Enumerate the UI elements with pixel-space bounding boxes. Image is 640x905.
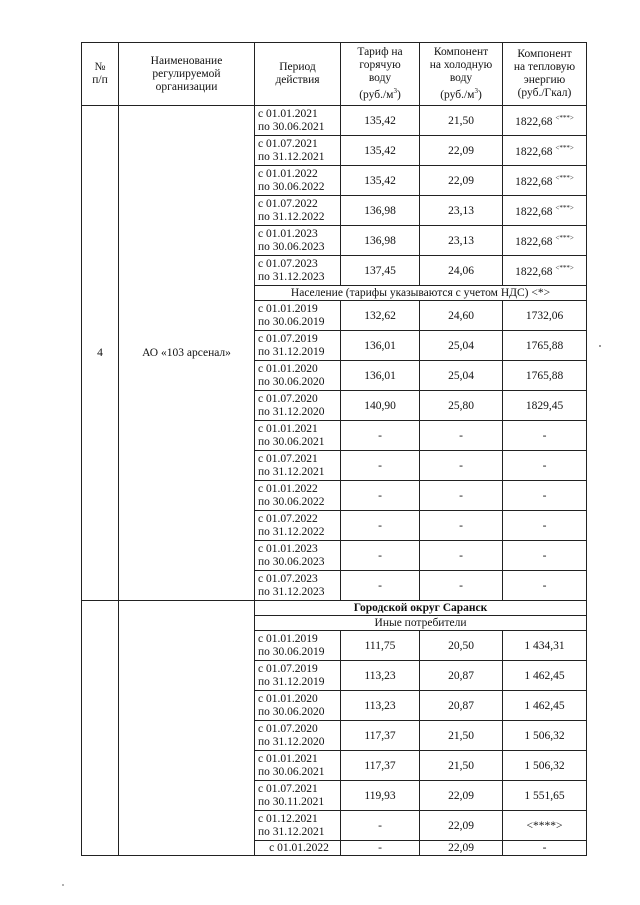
period-cell	[255, 481, 341, 511]
period-cell	[255, 226, 341, 256]
cold-water-value: -	[420, 451, 503, 481]
cold-water-value: 22,09	[420, 781, 503, 811]
hot-water-value: 136,98	[341, 226, 420, 256]
heat-value: -	[542, 842, 547, 854]
cold-water-value: 23,13	[420, 196, 503, 226]
heat-value: 1 551,65	[524, 789, 565, 802]
heat-energy-value	[503, 631, 587, 661]
hot-water-value: 132,62	[341, 301, 420, 331]
heat-value: -	[542, 459, 547, 472]
heat-energy-value	[503, 421, 587, 451]
period-cell	[255, 691, 341, 721]
heat-value: 1822,68	[515, 265, 553, 278]
period-cell	[255, 361, 341, 391]
period-from: с 01.01.2020	[258, 362, 318, 375]
period-cell	[255, 421, 341, 451]
period-cell	[255, 301, 341, 331]
other-consumers-label: Иные потребители	[255, 616, 587, 631]
period-from: с 01.01.2020	[258, 692, 318, 705]
period-from: с 01.01.2021	[258, 422, 318, 435]
heat-value: <****>	[526, 819, 563, 832]
footnote-mark: <***>	[555, 173, 574, 182]
heat-energy-value	[503, 571, 587, 601]
period-from: с 01.07.2023	[258, 572, 318, 585]
heat-energy-value	[503, 841, 587, 856]
heat-value: 1 462,45	[524, 699, 565, 712]
heat-value: -	[542, 489, 547, 502]
period-from: с 01.07.2022	[258, 512, 318, 525]
period-cell	[255, 751, 341, 781]
cold-water-value: 22,09	[420, 811, 503, 841]
hot-water-value: 137,45	[341, 256, 420, 286]
period-from: с 01.12.2021	[258, 812, 318, 825]
header-row	[82, 43, 587, 106]
period-to: по 31.12.2023	[258, 585, 325, 598]
period-from: с 01.01.2021	[258, 752, 318, 765]
period-to: по 31.12.2020	[258, 735, 325, 748]
hot-water-value: -	[341, 541, 420, 571]
period-cell	[255, 541, 341, 571]
heat-value: 1 462,45	[524, 669, 565, 682]
cold-water-value: 21,50	[420, 751, 503, 781]
footnote-mark: <***>	[555, 263, 574, 272]
cold-water-value: 20,50	[420, 631, 503, 661]
period-from: с 01.01.2022	[269, 841, 329, 854]
cold-water-value: 25,04	[420, 331, 503, 361]
period-from: с 01.07.2020	[258, 392, 318, 405]
heat-energy-value	[503, 481, 587, 511]
period-to: по 31.12.2021	[258, 150, 325, 163]
heat-energy-value	[503, 451, 587, 481]
period-cell	[255, 781, 341, 811]
heat-energy-value	[503, 331, 587, 361]
org-number: 4	[82, 106, 119, 601]
footnote-mark: <***>	[555, 143, 574, 152]
cold-water-value: -	[420, 541, 503, 571]
period-to: по 30.06.2021	[258, 765, 325, 778]
period-to: по 31.12.2019	[258, 675, 325, 688]
period-from: с 01.07.2021	[258, 782, 318, 795]
heat-value: 1822,68	[515, 205, 553, 218]
footnote-mark: <***>	[555, 233, 574, 242]
period-from: с 01.01.2022	[258, 482, 318, 495]
heat-energy-value	[503, 511, 587, 541]
heat-value: -	[542, 429, 547, 442]
header-hot-water: Тариф на горячую воду $(руб./м^3)$	[341, 43, 420, 106]
hot-water-value: -	[341, 811, 420, 841]
period-from: с 01.01.2019	[258, 632, 318, 645]
hot-water-value: -	[341, 451, 420, 481]
period-cell	[255, 451, 341, 481]
org-number-empty	[82, 601, 119, 856]
period-cell	[255, 196, 341, 226]
cold-water-value: 24,60	[420, 301, 503, 331]
hot-water-value: -	[341, 511, 420, 541]
cold-water-value: -	[420, 421, 503, 451]
heat-energy-value	[503, 136, 587, 166]
heat-value: 1 506,32	[524, 759, 565, 772]
period-cell	[255, 841, 341, 856]
header-org: Наименование регулируемой организации	[119, 43, 255, 106]
period-to: по 30.06.2023	[258, 240, 325, 253]
cold-water-value: -	[420, 481, 503, 511]
scan-speck	[599, 345, 601, 347]
period-from: с 01.01.2022	[258, 167, 318, 180]
district-row	[82, 601, 587, 616]
period-to: по 30.06.2022	[258, 495, 325, 508]
heat-value: -	[542, 549, 547, 562]
heat-energy-value	[503, 721, 587, 751]
period-to: по 30.06.2021	[258, 120, 325, 133]
period-cell	[255, 811, 341, 841]
table-row	[82, 106, 587, 136]
period-cell	[255, 136, 341, 166]
hot-water-value: -	[341, 841, 420, 856]
period-to: по 30.11.2021	[258, 795, 325, 808]
district-label: Городской округ Саранск	[255, 601, 587, 616]
period-to: по 30.06.2022	[258, 180, 325, 193]
cold-water-value: 21,50	[420, 721, 503, 751]
heat-value: -	[542, 579, 547, 592]
org-name: АО «103 арсенал»	[119, 106, 255, 601]
period-to: по 30.06.2019	[258, 645, 325, 658]
heat-energy-value	[503, 301, 587, 331]
heat-energy-value	[503, 751, 587, 781]
cold-water-value: 20,87	[420, 691, 503, 721]
period-to: по 30.06.2019	[258, 315, 325, 328]
period-to: по 31.12.2023	[258, 270, 325, 283]
heat-value: 1732,06	[525, 309, 564, 322]
heat-energy-value	[503, 541, 587, 571]
cold-water-value: -	[420, 571, 503, 601]
hot-water-value: 140,90	[341, 391, 420, 421]
period-to: по 31.12.2022	[258, 525, 325, 538]
hot-water-value: 135,42	[341, 136, 420, 166]
cold-water-value: -	[420, 511, 503, 541]
period-to: по 30.06.2023	[258, 555, 325, 568]
hot-water-value: 136,01	[341, 361, 420, 391]
heat-energy-value	[503, 106, 587, 136]
heat-energy-value	[503, 811, 587, 841]
heat-value: 1 434,31	[524, 639, 565, 652]
period-cell	[255, 256, 341, 286]
footnote-mark: <***>	[555, 113, 574, 122]
tariff-table	[81, 42, 587, 856]
cold-water-value: 20,87	[420, 661, 503, 691]
heat-value: 1822,68	[515, 115, 553, 128]
hot-water-value: -	[341, 481, 420, 511]
hot-water-value: 113,23	[341, 691, 420, 721]
period-from: с 01.07.2019	[258, 332, 318, 345]
period-cell	[255, 511, 341, 541]
period-from: с 01.01.2023	[258, 227, 318, 240]
footnote-mark: <***>	[555, 203, 574, 212]
period-from: с 01.01.2021	[258, 107, 318, 120]
cold-water-value: 21,50	[420, 106, 503, 136]
period-cell	[255, 571, 341, 601]
heat-energy-value	[503, 391, 587, 421]
period-from: с 01.07.2021	[258, 137, 318, 150]
cold-water-value: 25,04	[420, 361, 503, 391]
period-from: с 01.01.2023	[258, 542, 318, 555]
period-to: по 31.12.2020	[258, 405, 325, 418]
cold-water-value: 24,06	[420, 256, 503, 286]
period-from: с 01.07.2023	[258, 257, 318, 270]
period-cell	[255, 721, 341, 751]
heat-energy-value	[503, 361, 587, 391]
hot-water-value: 136,01	[341, 331, 420, 361]
heat-energy-value	[503, 166, 587, 196]
heat-energy-value	[503, 226, 587, 256]
hot-water-value: 135,42	[341, 106, 420, 136]
cold-water-value: 22,09	[420, 841, 503, 856]
hot-water-value: 119,93	[341, 781, 420, 811]
period-from: с 01.07.2022	[258, 197, 318, 210]
hot-water-value: 113,23	[341, 661, 420, 691]
heat-energy-value	[503, 661, 587, 691]
cold-water-value: 25,80	[420, 391, 503, 421]
period-from: с 01.01.2019	[258, 302, 318, 315]
header-cold-water: Компонент на холодную воду $(руб./м^3)$	[420, 43, 503, 106]
period-from: с 01.07.2019	[258, 662, 318, 675]
heat-value: -	[542, 519, 547, 532]
heat-value: 1765,88	[525, 369, 564, 382]
period-cell	[255, 106, 341, 136]
heat-energy-value	[503, 781, 587, 811]
cold-water-value: 22,09	[420, 166, 503, 196]
period-cell	[255, 166, 341, 196]
period-from: с 01.07.2021	[258, 452, 318, 465]
hot-water-value: 111,75	[341, 631, 420, 661]
heat-value: 1822,68	[515, 175, 553, 188]
cold-water-value: 23,13	[420, 226, 503, 256]
heat-value: 1822,68	[515, 145, 553, 158]
heat-energy-value	[503, 256, 587, 286]
hot-water-value: 135,42	[341, 166, 420, 196]
heat-value: 1 506,32	[524, 729, 565, 742]
period-to: по 30.06.2021	[258, 435, 325, 448]
cold-water-value: 22,09	[420, 136, 503, 166]
period-cell	[255, 331, 341, 361]
period-cell	[255, 391, 341, 421]
population-label: Население (тарифы указываются с учетом НДС) <*>	[255, 286, 587, 301]
header-period: Период действия	[255, 43, 341, 106]
period-to: по 31.12.2022	[258, 210, 325, 223]
hot-water-value: 136,98	[341, 196, 420, 226]
header-heat-energy: Компонент на тепловую энергию (руб./Гкал)	[503, 43, 587, 106]
heat-energy-value	[503, 196, 587, 226]
heat-value: 1822,68	[515, 235, 553, 248]
heat-energy-value	[503, 691, 587, 721]
hot-water-value: 117,37	[341, 751, 420, 781]
scan-speck	[62, 884, 64, 886]
table-body	[82, 106, 587, 856]
period-cell	[255, 661, 341, 691]
period-to: по 30.06.2020	[258, 705, 325, 718]
org-name-empty	[119, 601, 255, 856]
heat-value: 1829,45	[525, 399, 564, 412]
hot-water-value: -	[341, 421, 420, 451]
hot-water-value: -	[341, 571, 420, 601]
period-to: по 31.12.2021	[258, 825, 325, 838]
hot-water-value: 117,37	[341, 721, 420, 751]
period-from: с 01.07.2020	[258, 722, 318, 735]
header-num: № п/п	[82, 43, 119, 106]
period-to: по 31.12.2021	[258, 465, 325, 478]
period-to: по 30.06.2020	[258, 375, 325, 388]
period-cell	[255, 631, 341, 661]
period-to: по 31.12.2019	[258, 345, 325, 358]
heat-value: 1765,88	[525, 339, 564, 352]
